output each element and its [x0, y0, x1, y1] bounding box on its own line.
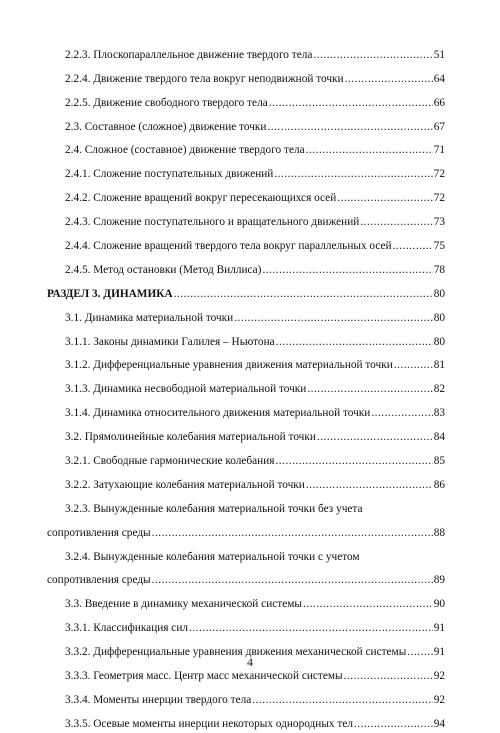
dot-leader	[306, 478, 433, 492]
toc-entry-title-continued: сопротивления среды	[47, 526, 151, 539]
dot-leader	[267, 120, 432, 134]
toc-entry-page: 66	[433, 96, 445, 109]
toc-entry	[47, 112, 445, 136]
dot-leader	[371, 406, 432, 420]
toc-entry-title: 3.1. Динамика материальной точки	[65, 311, 234, 324]
toc-entry-page: 89	[433, 574, 445, 587]
toc-entry	[47, 159, 445, 183]
toc-entry	[47, 255, 445, 279]
toc-entry-title: 3.3.5. Осевые моменты инерции некоторых однородных тел	[65, 717, 353, 730]
dot-leader	[189, 621, 433, 635]
dot-leader	[360, 215, 432, 229]
toc-entry-title: 3.3.2. Дифференциальные уравнения движения механической системы	[65, 646, 407, 659]
toc-entry	[47, 589, 445, 613]
section-page: 80	[433, 287, 445, 300]
toc-entry-title: 3.1.2. Дифференциальные уравнения движения материальной точки	[65, 359, 393, 372]
dot-leader	[274, 167, 432, 181]
toc-entry-page: 88	[433, 526, 445, 539]
dot-leader	[307, 382, 432, 396]
toc-entry-title: 3.3.1. Классификация сил	[65, 622, 189, 635]
dot-leader	[252, 693, 432, 707]
toc-entry-page: 90	[433, 598, 445, 611]
toc-entry-title: 3.2.3. Вынужденные колебания материальной точки без учета	[65, 502, 363, 515]
toc-entry-title: 2.4.1. Сложение поступательных движений	[65, 168, 274, 181]
toc-entry	[47, 183, 445, 207]
toc-entry-page: 78	[433, 263, 445, 276]
toc-entry-page: 67	[433, 120, 445, 133]
toc-entry-title: 2.4.5. Метод остановки (Метод Виллиса)	[65, 263, 262, 276]
section-title: РАЗДЕЛ 3. ДИНАМИКА	[47, 287, 173, 300]
toc-entry-page: 91	[433, 622, 445, 635]
toc-entry-title: 2.4. Сложное (составное) движение твердого тела	[65, 144, 305, 157]
toc-entry	[47, 685, 445, 709]
toc-entry-page: 80	[433, 335, 445, 348]
toc-entry-title: 2.4.4. Сложение вращений твердого тела вокруг параллельных осей	[65, 240, 392, 253]
toc-entry	[47, 446, 445, 470]
toc-entry-page: 72	[433, 192, 445, 205]
toc-entry-title: 3.2.2. Затухающие колебания материальной точки	[65, 478, 305, 491]
toc-entry-title: 3.3.3. Геометрия масс. Центр масс механической системы	[65, 670, 343, 683]
toc-entry	[47, 374, 445, 398]
toc-entry-page: 64	[433, 72, 445, 85]
page-number: 4	[247, 655, 253, 669]
toc-entry-multiline	[47, 542, 445, 590]
toc-entry	[47, 709, 445, 733]
dot-leader	[275, 454, 432, 468]
toc-entry	[47, 327, 445, 351]
dot-leader	[354, 717, 433, 731]
toc-entry-page: 72	[433, 168, 445, 181]
toc-entry-title: 2.2.5. Движение свободного твердого тела	[65, 96, 268, 109]
toc-entry	[47, 398, 445, 422]
dot-leader	[394, 358, 433, 372]
toc-entry-page: 83	[433, 407, 445, 420]
toc-entry-title: 2.2.4. Движение твердого тела вокруг неподвижной точки	[65, 72, 344, 85]
toc-entry	[47, 422, 445, 446]
toc-entry	[47, 88, 445, 112]
toc-entry-title: 2.2.3. Плоскопараллельное движение твердого тела	[65, 48, 313, 61]
dot-leader	[234, 311, 433, 325]
toc-entry-page: 92	[433, 670, 445, 683]
dot-leader	[345, 72, 433, 86]
toc-entry-page: 92	[433, 693, 445, 706]
toc-entry-page: 81	[433, 359, 445, 372]
dot-leader	[337, 191, 432, 205]
toc-entry	[47, 64, 445, 88]
toc-entry-page: 86	[433, 478, 445, 491]
toc-entry	[47, 207, 445, 231]
dot-leader	[174, 287, 433, 301]
dot-leader	[276, 335, 433, 349]
toc-entry-page: 82	[433, 383, 445, 396]
toc-entry	[47, 231, 445, 255]
dot-leader	[393, 239, 433, 253]
dot-leader	[317, 430, 433, 444]
toc-entry-title: 3.2.1. Свободные гармонические колебания	[65, 455, 275, 468]
toc-entry-page: 73	[433, 216, 445, 229]
toc-entry-title: 3.1.3. Динамика несвободной материальной точки	[65, 383, 307, 396]
toc-entry	[47, 470, 445, 494]
toc-entry-title: 3.2.4. Вынужденные колебания материальной точки с учетом	[65, 550, 360, 563]
toc-entry-title: 2.4.3. Сложение поступательного и вращательного движений	[65, 216, 360, 229]
toc-entry	[47, 136, 445, 160]
dot-leader	[303, 597, 433, 611]
toc-entry-title-continued: сопротивления среды	[47, 574, 151, 587]
dot-leader	[313, 48, 432, 62]
dot-leader	[152, 526, 433, 540]
toc-entry-title: 3.1.1. Законы динамики Галилея – Ньютона	[65, 335, 275, 348]
table-of-contents	[47, 40, 445, 733]
toc-entry-multiline	[47, 494, 445, 542]
toc-entry	[47, 351, 445, 375]
toc-entry-title: 2.4.2. Сложение вращений вокруг пересекающихся осей	[65, 192, 337, 205]
toc-entry-page: 91	[433, 646, 445, 659]
dot-leader	[344, 669, 433, 683]
toc-entry-title: 3.3. Введение в динамику механической системы	[65, 598, 302, 611]
dot-leader	[306, 143, 433, 157]
toc-entry	[47, 303, 445, 327]
toc-entry-page: 80	[433, 311, 445, 324]
toc-entry-page: 94	[433, 717, 445, 730]
toc-entry-title: 3.3.4. Моменты инерции твердого тела	[65, 693, 252, 706]
toc-entry-page: 85	[433, 455, 445, 468]
toc-section-heading	[47, 279, 445, 303]
toc-entry	[47, 613, 445, 637]
toc-entry-title: 3.2. Прямолинейные колебания материальной точки	[65, 431, 316, 444]
toc-entry-page: 51	[433, 48, 445, 61]
toc-entry-page: 84	[433, 431, 445, 444]
dot-leader	[262, 263, 432, 277]
dot-leader	[269, 96, 433, 110]
toc-entry-title: 2.3. Составное (сложное) движение точки	[65, 120, 267, 133]
toc-entry	[47, 40, 445, 64]
toc-entry-title: 3.1.4. Динамика относительного движения материальной точки	[65, 407, 371, 420]
dot-leader	[152, 573, 433, 587]
toc-entry-page: 75	[433, 240, 445, 253]
toc-entry-page: 71	[433, 144, 445, 157]
